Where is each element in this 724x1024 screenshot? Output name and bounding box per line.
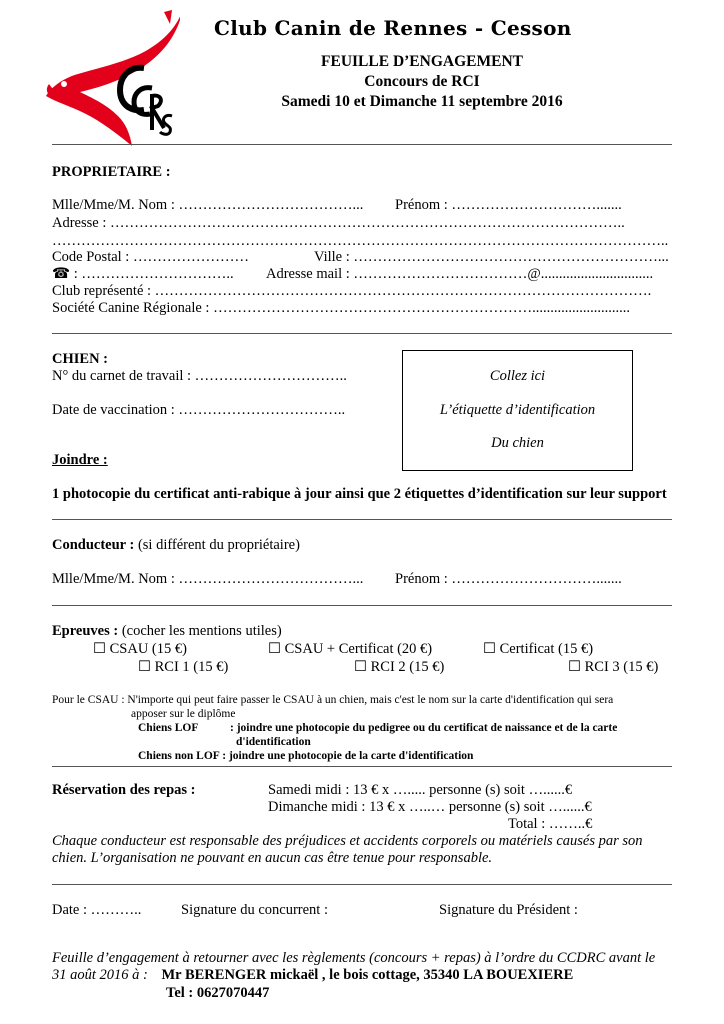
label-box-line-1: Collez ici — [489, 368, 546, 384]
checkbox-label: CSAU (15 €) — [106, 641, 187, 657]
checkbox-certificat[interactable] — [483, 641, 593, 658]
divider — [52, 884, 672, 885]
dog-vaccination-field[interactable]: Date de vaccination : …………………………….. — [52, 402, 346, 418]
events-heading-note: (cocher les mentions utiles) — [118, 623, 282, 639]
disclaimer-line-1: Chaque conducteur est responsable des préjudices et accidents corporels ou matériels causés par son — [52, 833, 643, 849]
events-heading-line — [52, 623, 282, 640]
checkbox-label: RCI 1 (15 €) — [151, 659, 229, 675]
label-sticker-box — [402, 350, 633, 471]
owner-address-field-2[interactable]: ……………………………………………………………………………………………………………….. — [52, 233, 669, 249]
competitor-signature[interactable]: Signature du concurrent : — [181, 902, 328, 918]
handler-firstname-field[interactable]: Prénom : …………………………....... — [395, 571, 622, 587]
checkbox-rci3[interactable] — [568, 659, 658, 676]
form-subtitle: Concours de RCI — [364, 73, 480, 90]
footer-phone: Tel : 0627070447 — [166, 985, 270, 1001]
meals-saturday-field[interactable]: Samedi midi : 13 € x …..... personne (s) soit …......€ — [268, 782, 573, 798]
checkbox-csau[interactable] — [93, 641, 187, 658]
handler-heading: Conducteur : — [52, 537, 135, 553]
club-logo-icon — [40, 10, 180, 150]
owner-name-field[interactable]: Mlle/Mme/M. Nom : ………………………………... — [52, 197, 364, 213]
checkbox-label: RCI 2 (15 €) — [367, 659, 445, 675]
owner-email-field[interactable]: Adresse mail : ………………………………@............................... — [266, 266, 654, 282]
club-name: Club Canin de Rennes - Cesson — [214, 16, 572, 40]
lof-text: : joindre une photocopie du pedigree ou du certificat de naissance et de la carte — [230, 722, 618, 734]
owner-firstname-field[interactable]: Prénom : …………………………....... — [395, 197, 622, 213]
disclaimer-line-2: chien. L’organisation ne pouvant en aucun cas être tenue pour responsable. — [52, 850, 493, 866]
lof-text-2: d'identification — [236, 736, 311, 748]
club-logo — [40, 10, 180, 150]
checkbox-rci2[interactable] — [354, 659, 444, 676]
checkbox-icon: ☐ — [354, 659, 367, 675]
form-title: FEUILLE D’ENGAGEMENT — [321, 53, 523, 70]
attach-label: Joindre : — [52, 452, 108, 468]
checkbox-icon: ☐ — [483, 641, 496, 657]
checkbox-icon: ☐ — [268, 641, 281, 657]
nonlof-text: Chiens non LOF : joindre une photocopie de la carte d'identification — [138, 750, 474, 762]
footer-deadline: 31 août 2016 à : — [52, 967, 148, 983]
csau-note-1: Pour le CSAU : N'importe qui peut faire passer le CSAU à un chien, mais c'est le nom sur la carte d'identification qui sera — [52, 694, 614, 706]
handler-name-field[interactable]: Mlle/Mme/M. Nom : ………………………………... — [52, 571, 364, 587]
handler-heading-note: (si différent du propriétaire) — [134, 537, 300, 553]
owner-society-field[interactable]: Société Canine Régionale : …………………………………………………………........................... — [52, 300, 630, 316]
meals-heading: Réservation des repas : — [52, 782, 196, 798]
label-box-line-2: L’étiquette d’identification — [439, 402, 596, 418]
checkbox-icon: ☐ — [138, 659, 151, 675]
checkbox-label: CSAU + Certificat (20 €) — [281, 641, 433, 657]
divider — [52, 333, 672, 334]
form-dates: Samedi 10 et Dimanche 11 septembre 2016 — [281, 93, 563, 110]
owner-address-field[interactable]: Adresse : …………………………………………………………………………………………….. — [52, 215, 625, 231]
attach-text: 1 photocopie du certificat anti-rabique à jour ainsi que 2 étiquettes d’identification sur leur support — [52, 486, 667, 502]
dog-heading: CHIEN : — [52, 351, 108, 367]
divider — [52, 766, 672, 767]
dog-workbook-field[interactable]: N° du carnet de travail : ………………………….. — [52, 368, 347, 384]
president-signature[interactable]: Signature du Président : — [439, 902, 578, 918]
checkbox-csau-certificat[interactable] — [268, 641, 432, 658]
footer-line-2 — [52, 967, 573, 984]
date-field[interactable]: Date : ……….. — [52, 902, 142, 918]
lof-label: Chiens LOF — [138, 722, 199, 734]
owner-phone-field[interactable] — [52, 266, 234, 283]
divider — [52, 144, 672, 145]
checkbox-label: Certificat (15 €) — [496, 641, 594, 657]
owner-postcode-field[interactable]: Code Postal : …………………… — [52, 249, 249, 265]
footer-line-1: Feuille d’engagement à retourner avec les règlements (concours + repas) à l’ordre du CCDRC avant le — [52, 950, 656, 966]
meals-total-field[interactable]: Total : ……..€ — [508, 816, 593, 832]
footer-address: Mr BERENGER mickaël , le bois cottage, 35340 LA BOUEXIERE — [161, 967, 574, 983]
events-heading: Epreuves : — [52, 623, 119, 639]
csau-note-2: apposer sur le diplôme — [131, 708, 236, 720]
checkbox-label: RCI 3 (15 €) — [581, 659, 659, 675]
owner-heading: PROPRIETAIRE : — [52, 164, 171, 180]
meals-sunday-field[interactable]: Dimanche midi : 13 € x …..… personne (s) soit …......€ — [268, 799, 592, 815]
checkbox-icon: ☐ — [93, 641, 106, 657]
handler-heading-line — [52, 537, 300, 554]
label-box-line-3: Du chien — [491, 435, 544, 451]
divider — [52, 605, 672, 606]
checkbox-icon: ☐ — [568, 659, 581, 675]
checkbox-rci1[interactable] — [138, 659, 228, 676]
owner-club-field[interactable]: Club représenté : …………………………………………………………………………………………. — [52, 283, 652, 299]
owner-phone-dots: : ………………………….. — [70, 266, 234, 282]
phone-icon: ☎ — [52, 266, 71, 282]
owner-city-field[interactable]: Ville : ………………………………………………………... — [314, 249, 669, 265]
divider — [52, 519, 672, 520]
